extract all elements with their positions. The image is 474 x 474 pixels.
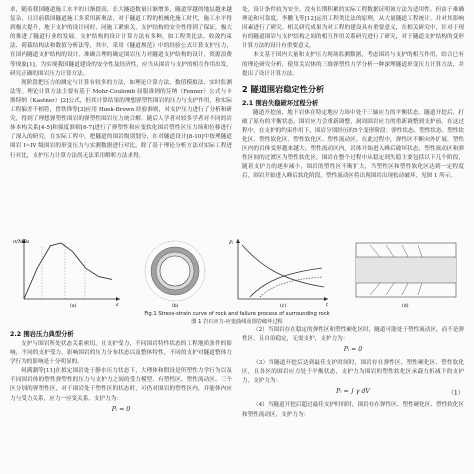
stress-strain-panel (13, 239, 120, 308)
equation (242, 388, 464, 398)
subsection-title: 2.1 围岩失稳破坏过程分析 (242, 99, 319, 107)
y-axis-arrow (236, 239, 240, 243)
stress-strain-curve (24, 243, 112, 299)
list-item: （2）当围岩存在稳定的弹性区和塑性硬化区时，隧道可能处于塑性流动区，而不是弹性区，且自治稳定，无需支护，支护力为： (242, 327, 464, 343)
body-paragraph: 现阶段把压力的测定与计算有较多的方法，如理论计算方法、数值模拟法、实时监测法等。理论计算方法主要有基于 Mohr-Coulomb 屈服准则的芬纳（Fenner）公式与卡斯特纳（Kastner）[2]公式，但其计算结果的理想弹塑性围岩的压力与支护作用，和实际工程偏差不相符，曾铁锋等[3]应用 Hoek-Brown 经验准则，对支护压力进行了分析和研究，得到了理想弹塑性围岩的弹塑性围岩压力统合解。随后人学者对较多学者对不同的岩体本构关系[4-5]和强度准则[6-7]进行了弹塑性和应变软化围岩塑性区压力场和位移进行了深入的研究。在实际工程中，把隧道的围岩级别划分，在对隧道设计[8-10]中按理隧道围岩 I~IV 级围岩的形变压力与实测数据进行对比。除了基于理论分析方法对实际工程进行对比，支护压力计算方法尚无法采用解析方法求得。 (10, 79, 232, 159)
body-paragraph: 何满潮等[11]在拟定围岩处于静水压力状态下，大理体和假设是所塑性力学行为以及不同围岩体的塑性弹塑性的压力与支护力之间的受力模型，有塑性区、塑性流动区、三个区分别的弹塑性区，对于围岩处于塑性区的状态时，可仍对围岩的塑性区内，并能体内应力与受力关系，应力一应变关系，支护力为： (10, 368, 232, 402)
equation-number: （1） (447, 390, 464, 398)
section-title: 2 隧道围岩稳定性分析 (242, 83, 325, 94)
panel-label: (c) (280, 304, 287, 308)
equation-body: Pᵢ = ∫ γ dV (336, 388, 370, 396)
x-axis-arrow (324, 297, 328, 301)
tunnel-band (356, 257, 456, 283)
equation: Pᵢ = 0 (111, 405, 131, 413)
figure-1 (10, 235, 464, 308)
subsection-title: 2.2 围岩压力典型分析 (10, 331, 74, 338)
tunnel-opening (160, 256, 190, 286)
equation: Pᵢ = 0 (343, 346, 363, 354)
crack-lines (370, 283, 422, 295)
x-axis-label: t (326, 302, 329, 308)
body-paragraph: 本文基于国内大量和支护压力现场监测数据，考虑围岩与支护的相互作用，结合已有的理论研究分析，使用关岩体的三维弹塑性力学分析一种深埋隧道形变压力计算方法，并提出了设计计算方法。 (242, 52, 464, 77)
panel-label: (b) (172, 304, 179, 308)
support-curve-dashed (260, 277, 322, 297)
x-axis-label: ε (116, 302, 119, 308)
lower-right-column (242, 326, 464, 420)
rock-pressure-curve (242, 245, 324, 287)
support-pressure-panel (228, 239, 329, 308)
support-curve (250, 268, 322, 297)
figure-caption-chinese: 图 1 岩石应力-应变曲线及围岩破坏过程 (191, 319, 283, 325)
body-paragraph: 支护与围岩所处状态关系密切，且支护受力，不同围岩特性状态的工程地质条件的影响，不同的支护受力，影响围岩的压力分布状态以及整体特性，不同的支护对隧道整体力学行为的影响是十分明显的。 (10, 341, 232, 366)
x-axis-arrow (116, 297, 120, 301)
y-axis-label: σ/MPa (13, 239, 30, 245)
list-item: （4）当隧道开挖后超过最佳支护时间时，围岩存在弹性区、塑性硬化区、塑性软化区和塑性流动区，支护力为： (242, 402, 464, 418)
left-column (10, 6, 232, 161)
list-item: （3）当隧道开挖后达到最佳支护时间时，围岩存在弹性区、塑性硬化区、塑性软化区，且各区的围岩应力处于平衡状态，支护力为围岩的塑性软化区承载力折减下的支护力，支护力为： (242, 360, 464, 385)
panel-label: (d) (402, 304, 409, 308)
lower-left-column (10, 326, 232, 419)
figure-svg (10, 235, 464, 308)
tunnel-ring-panel (145, 241, 205, 308)
right-column (242, 6, 464, 182)
y-axis-label: Pᵢ (229, 240, 234, 246)
panel-label: (a) (70, 304, 77, 308)
body-paragraph: 隧道开挖前，地下岩体在特定地应力场中处于三轴应力的平衡状态。隧道开挖后，打破了原有的平衡状态，围岩应力会重新调整，洞周围岩应力的重新调整到支护前、在这过程中，在支护的约束作用下，围岩分别经历的5个变形阶段：弹性状态、塑性状态、塑性软化区、塑性软化区、塑性软化区、塑性流动区。在此过程中，弹性区不断向外扩展，塑性区内的岩体变形越来越大；塑性流动区内，岩体开始进入峰后破坏状态，塑性流动区和弹性区间的过渡区为塑性软化区，围岩在整个过程中从稳定到失稳主要包括以下几个阶段，随着支护力的逐步减小，围岩的塑性区不断扩大，当塑性区和塑性软化区达到一定程度后，围岩开始进入峰后软化阶段，塑性流动区将出现围岩出现松动破坏，见图 1 所示。 (242, 109, 464, 180)
failure-zone-panel (356, 243, 456, 308)
body-paragraph: 求，随着我国隧道施工水平的日渐提高，长大隧道数量日渐增多，隧道穿越的地层越来越复杂，且目前我国隧道施工多采用新奥法，对于隧道工程的机械化施工时代，施工水平得到极大提升，地下支护的设计同时，同施工紧密关，支护结构的安全性得到了保证，极大的推进了隧道行业的发展。支护结构的设计计算方法有多种，如工程类比法、收敛约束法、荷载结构法和数值分析法等，其中，采用《隧道规范》中的经验公式计算支护压力，在国内隧道支护结构的设计，准确合理的确定围岩压力对隧道支护结构的设计，资源浪费等现象[1]。为实现我国隧道建设的安全性及经济性，应当从围岩与支护的相互作用出发，研究正确的围岩压力计算方法。 (10, 7, 232, 77)
crack-lines (370, 245, 422, 257)
figure-caption-english: Fig.1 Stress-strain curve of rock and failure process of surrounding rock (144, 311, 330, 317)
body-paragraph: 处，设计条件较为安全。没有长期积累的实际工程数据证明该方法为适用性。但由于难确理论和可靠度，李鹏飞等[12]运用工程类比法的原理，从大量隧道工程统计，并对其影响因素进行了研究。相关研究成果为对工程的建设具有重要意义，在相关研究中，针对于现有的隧道围岩与支护结构之间的相互作用关系研究进行了研究，对于隧道支护结构的变形计算方法的设计有重要意义。 (242, 7, 464, 50)
